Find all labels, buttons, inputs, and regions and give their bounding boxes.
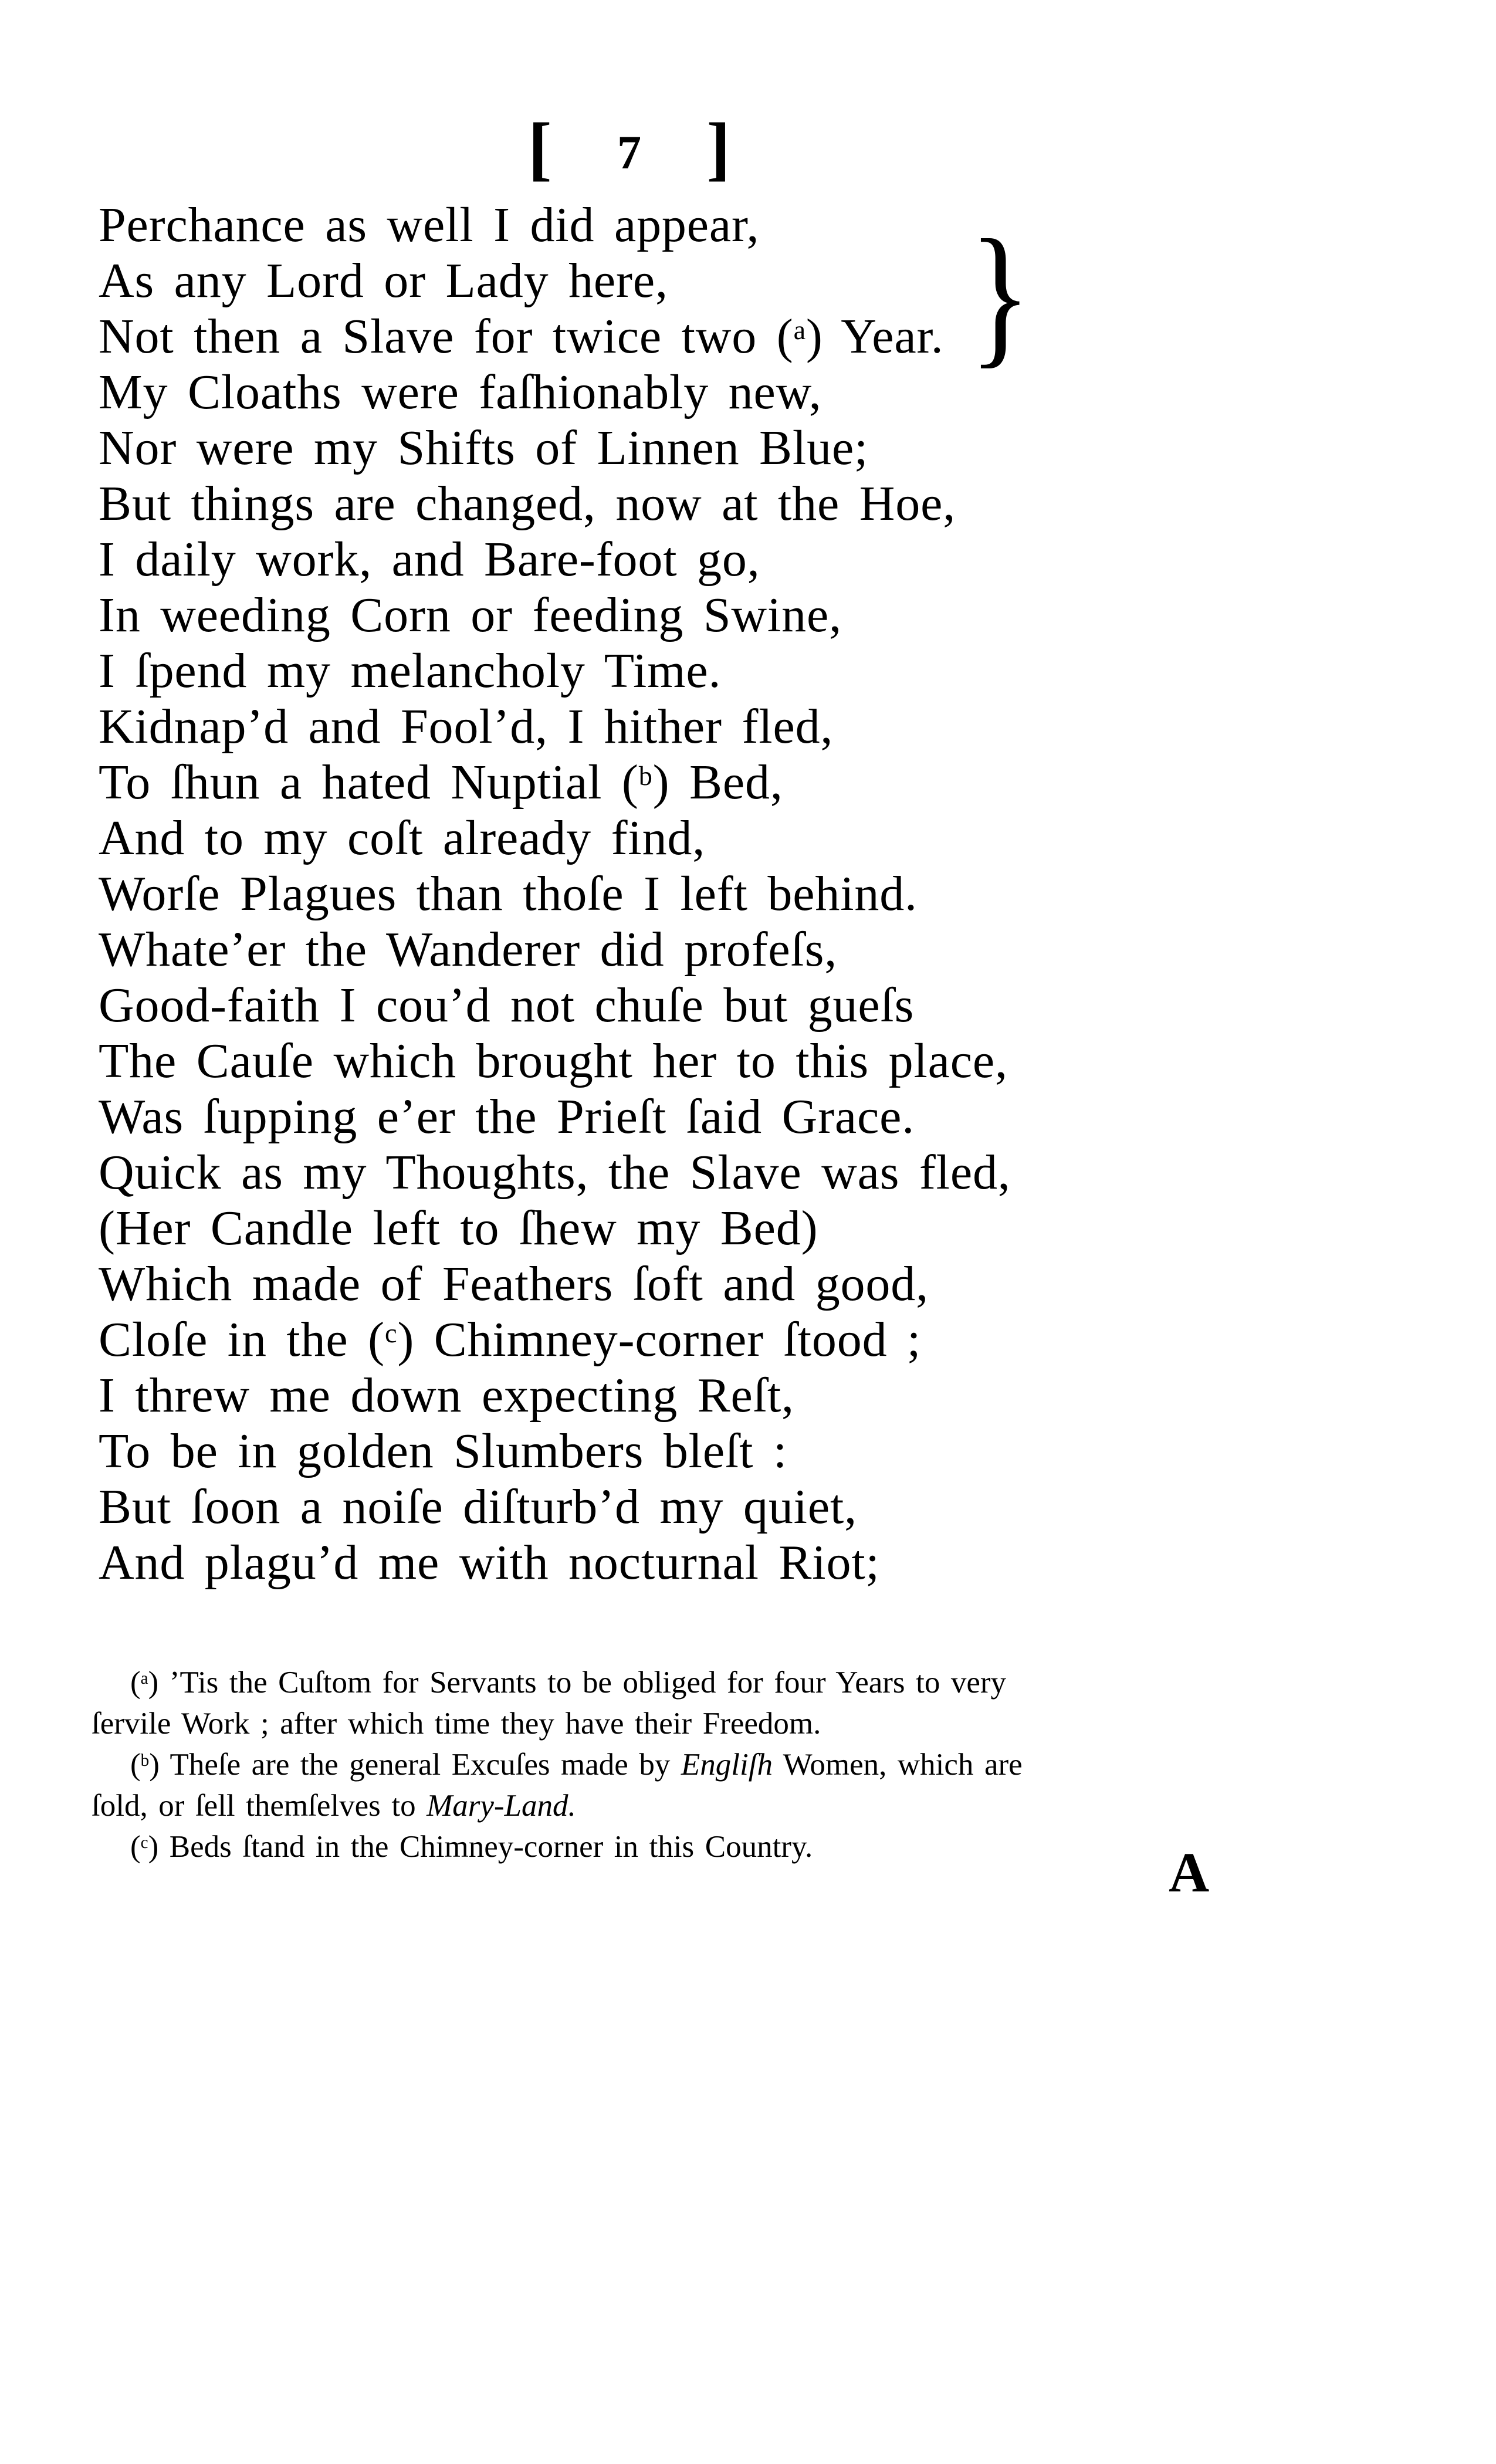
footnote-line-c bbox=[92, 1826, 1194, 1867]
text-run: I ſpend my melancholy Time. bbox=[99, 644, 722, 698]
poem-line bbox=[99, 364, 1011, 420]
poem-line bbox=[99, 1479, 1011, 1535]
page-number: 7 bbox=[617, 126, 641, 179]
text-run: In weeding Corn or feeding Swine, bbox=[99, 588, 842, 642]
poem-line bbox=[99, 1200, 1011, 1256]
footnote-marker: c bbox=[384, 1318, 398, 1348]
text-run: And to my coſt already find, bbox=[99, 811, 706, 865]
italic-text: Mary-Land. bbox=[427, 1789, 576, 1823]
text-run: To ſhun a hated Nuptial ( bbox=[99, 755, 639, 810]
poem-line bbox=[99, 977, 1011, 1033]
footnote-line-a bbox=[92, 1703, 1194, 1744]
page-number-header bbox=[528, 107, 730, 190]
poem-line bbox=[99, 253, 1011, 309]
text-run: ) Theſe are the general Excuſes made by bbox=[149, 1748, 681, 1782]
footnote-line-a bbox=[92, 1662, 1194, 1703]
poem-line bbox=[99, 643, 1011, 699]
text-run: (Her Candle left to ſhew my Bed) bbox=[99, 1201, 818, 1255]
poem-line bbox=[99, 1256, 1011, 1312]
poem-line bbox=[99, 1368, 1011, 1423]
text-run: Not then a Slave for twice two ( bbox=[99, 309, 794, 364]
poem-line bbox=[99, 1423, 1011, 1479]
text-run: Kidnap’d and Fool’d, I hither fled, bbox=[99, 699, 834, 754]
poem-line bbox=[99, 420, 1011, 476]
text-run: ( bbox=[130, 1830, 141, 1864]
poem-line bbox=[99, 810, 1011, 866]
text-run: Nor were my Shifts of Linnen Blue; bbox=[99, 421, 869, 475]
footnote-marker: b bbox=[140, 1751, 150, 1771]
text-run: ) Year. bbox=[805, 309, 944, 364]
text-run: ( bbox=[130, 1748, 141, 1782]
poem-line bbox=[99, 197, 1011, 253]
footnote-line-b bbox=[92, 1744, 1194, 1785]
stanza-brace: } bbox=[969, 207, 1031, 381]
footnotes bbox=[92, 1662, 1194, 1867]
text-run: But ſoon a noiſe diſturb’d my quiet, bbox=[99, 1480, 858, 1534]
text-run: ) Beds ſtand in the Chimney-corner in this Country. bbox=[148, 1830, 813, 1864]
text-run: The Cauſe which brought her to this place, bbox=[99, 1034, 1008, 1088]
footnote-marker: a bbox=[793, 314, 806, 345]
text-run: Whate’er the Wanderer did profeſs, bbox=[99, 922, 838, 977]
text-run: As any Lord or Lady here, bbox=[99, 253, 668, 308]
signature-mark: A bbox=[1169, 1841, 1210, 1904]
text-run: ) ’Tis the Cuſtom for Servants to be obliged for four Years to very bbox=[148, 1666, 1007, 1700]
text-run: I daily work, and Bare-foot go, bbox=[99, 532, 760, 587]
text-run: Perchance as well I did appear, bbox=[99, 198, 760, 252]
poem-line bbox=[99, 587, 1011, 643]
text-run: I threw me down expecting Reſt, bbox=[99, 1368, 794, 1423]
poem-line bbox=[99, 532, 1011, 587]
footnote-line-b bbox=[92, 1785, 1194, 1826]
poem-text bbox=[99, 197, 1011, 1590]
footnote-marker: a bbox=[140, 1669, 148, 1688]
text-run: Was ſupping e’er the Prieſt ſaid Grace. bbox=[99, 1089, 915, 1144]
poem-line bbox=[99, 476, 1011, 532]
header-left-bracket: [ bbox=[528, 109, 552, 188]
text-run: And plagu’d me with nocturnal Riot; bbox=[99, 1535, 880, 1590]
text-run: Which made of Feathers ſoft and good, bbox=[99, 1257, 929, 1311]
text-run: Women, which are bbox=[772, 1748, 1023, 1782]
text-run: Good-faith I cou’d not chuſe but gueſs bbox=[99, 978, 915, 1033]
poem-line bbox=[99, 1145, 1011, 1200]
poem-line bbox=[99, 754, 1011, 810]
poem-line bbox=[99, 1033, 1011, 1089]
poem-line bbox=[99, 1312, 1011, 1368]
text-run: ) Chimney-corner ſtood ; bbox=[397, 1312, 922, 1367]
text-run: To be in golden Slumbers bleſt : bbox=[99, 1424, 788, 1478]
poem-line bbox=[99, 309, 1011, 364]
text-run: Worſe Plagues than thoſe I left behind. bbox=[99, 867, 918, 921]
text-run: Quick as my Thoughts, the Slave was fled, bbox=[99, 1145, 1011, 1200]
poem-line bbox=[99, 1535, 1011, 1590]
text-run: ſervile Work ; after which time they have their Freedom. bbox=[92, 1707, 821, 1741]
text-run: ) Bed, bbox=[652, 755, 783, 810]
footnote-marker: c bbox=[140, 1833, 148, 1853]
text-run: ( bbox=[130, 1666, 141, 1700]
poem-line bbox=[99, 922, 1011, 977]
poem-line bbox=[99, 1089, 1011, 1145]
text-run: ſold, or ſell themſelves to bbox=[92, 1789, 427, 1823]
italic-text: Engliſh bbox=[681, 1748, 773, 1782]
text-run: But things are changed, now at the Hoe, bbox=[99, 476, 956, 531]
poem-line bbox=[99, 866, 1011, 922]
poem-line bbox=[99, 699, 1011, 754]
header-right-bracket: ] bbox=[706, 109, 730, 188]
text-run: Cloſe in the ( bbox=[99, 1312, 385, 1367]
footnote-marker: b bbox=[638, 760, 653, 791]
text-run: My Cloaths were faſhionably new, bbox=[99, 365, 822, 419]
